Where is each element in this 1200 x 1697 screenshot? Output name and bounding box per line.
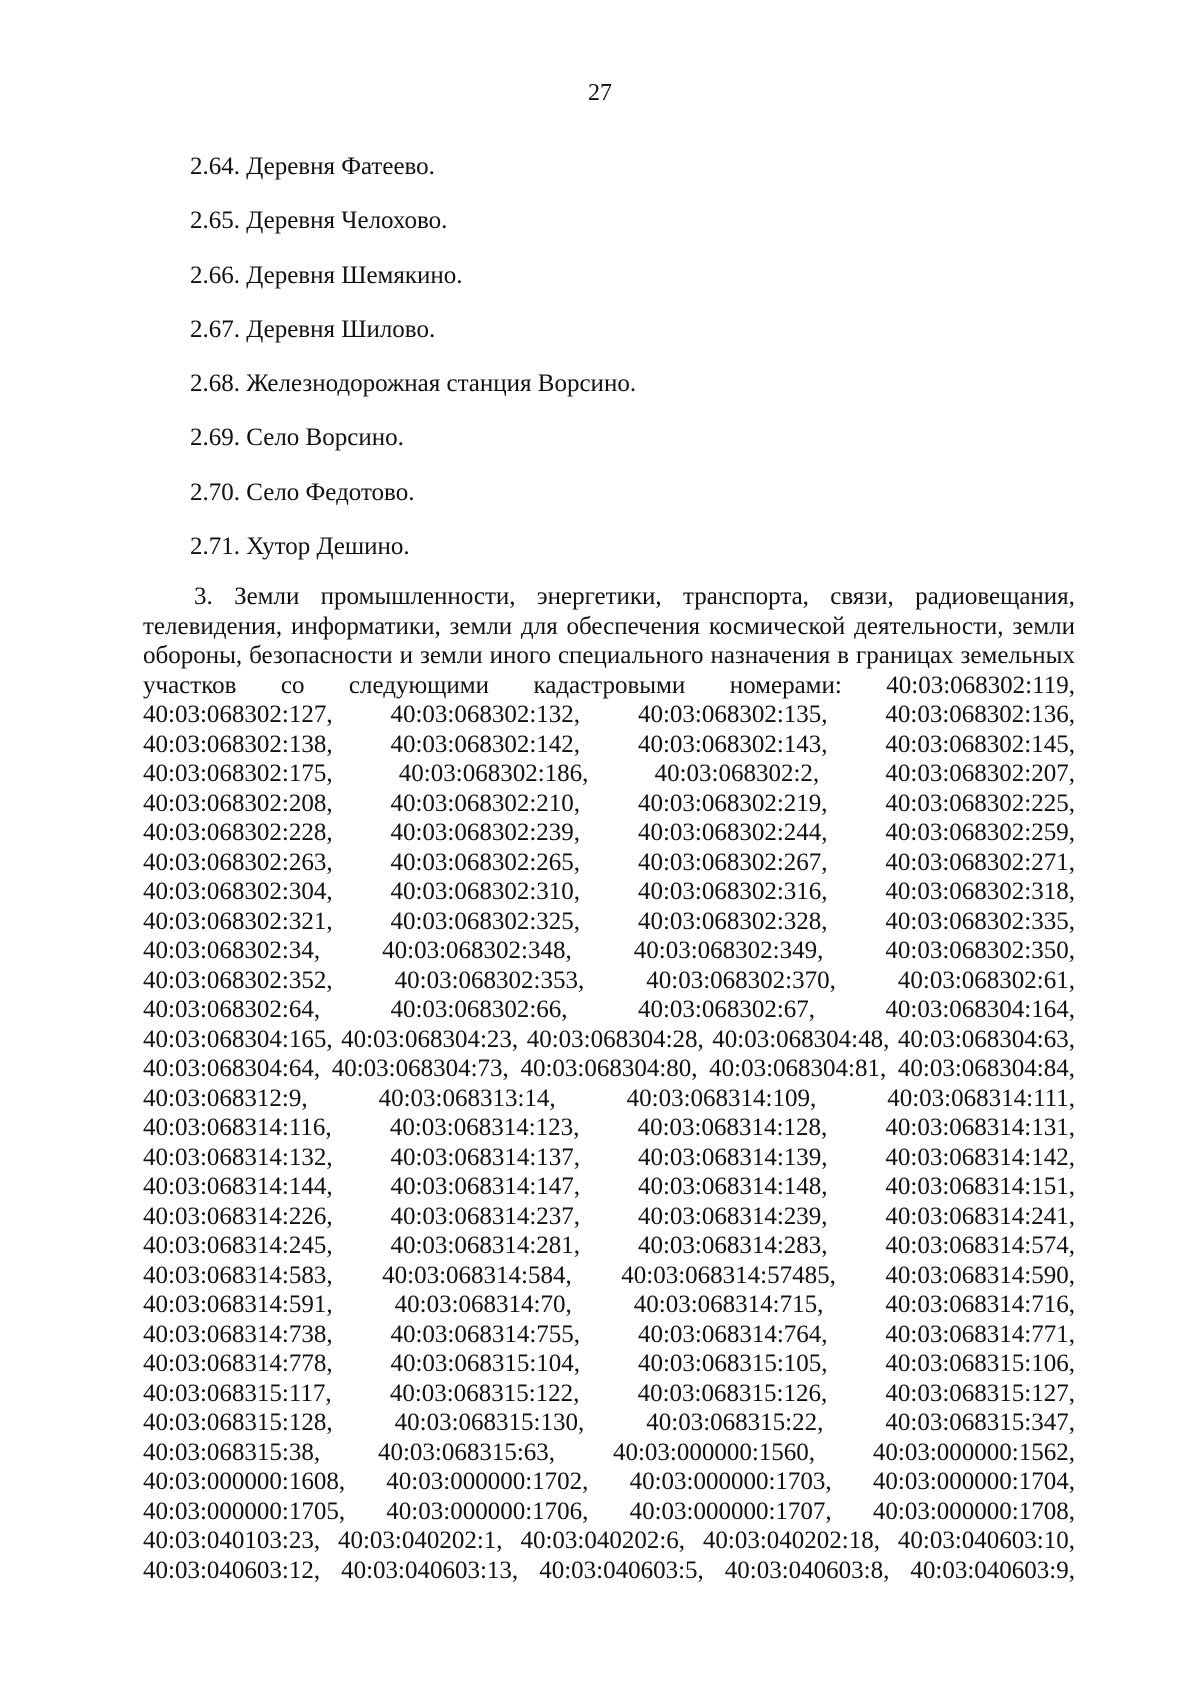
cadastral-row bbox=[143, 1497, 1075, 1527]
cadastral-number: 40:03:068302:328, bbox=[637, 907, 828, 935]
cadastral-number: 40:03:068302:145, bbox=[885, 730, 1075, 758]
cadastral-number: 40:03:068302:132, bbox=[390, 701, 581, 728]
cadastral-number: 40:03:068302:259, bbox=[885, 819, 1075, 846]
cadastral-number: 40:03:040603:12, bbox=[143, 1556, 321, 1584]
cadastral-number: 40:03:000000:1560, bbox=[612, 1438, 816, 1466]
cadastral-number: 40:03:068314:139, bbox=[637, 1143, 828, 1171]
cadastral-number: 40:03:068314:583, bbox=[143, 1261, 333, 1289]
intro-line bbox=[143, 582, 1075, 612]
cadastral-number: 40:03:068314:131, bbox=[885, 1114, 1075, 1141]
cadastral-number: 40:03:068314:590, bbox=[885, 1261, 1075, 1289]
cadastral-number: 40:03:068302:321, bbox=[143, 907, 333, 935]
word: назначения bbox=[710, 642, 831, 669]
cadastral-number: 40:03:068302:175, bbox=[143, 760, 333, 787]
cadastral-number: 40:03:068302:325, bbox=[390, 907, 581, 935]
intro-line bbox=[143, 641, 1075, 671]
cadastral-row bbox=[143, 1556, 1075, 1586]
cadastral-number: 40:03:000000:1562, bbox=[872, 1438, 1075, 1466]
cadastral-number: 40:03:000000:1702, bbox=[386, 1468, 589, 1495]
cadastral-number: 40:03:068302:239, bbox=[390, 819, 581, 846]
page-number: 27 bbox=[588, 80, 612, 106]
cadastral-number: 40:03:068302:228, bbox=[143, 819, 333, 846]
word: деятельности, bbox=[854, 612, 1004, 640]
cadastral-number: 40:03:068302:61, bbox=[897, 966, 1075, 994]
cadastral-number: 40:03:068302:66, bbox=[390, 996, 568, 1023]
cadastral-number: 40:03:068314:226, bbox=[143, 1202, 333, 1230]
cadastral-number: 40:03:068302:207, bbox=[885, 760, 1075, 787]
cadastral-number: 40:03:068312:9, bbox=[143, 1084, 308, 1112]
cadastral-number: 40:03:068302:271, bbox=[885, 848, 1075, 876]
cadastral-number: 40:03:068304:165, bbox=[143, 1025, 333, 1053]
cadastral-row bbox=[143, 1054, 1075, 1084]
cadastral-number: 40:03:068315:105, bbox=[637, 1350, 828, 1377]
cadastral-number: 40:03:000000:1703, bbox=[629, 1468, 832, 1495]
cadastral-row bbox=[143, 759, 1075, 789]
cadastral-number: 40:03:068315:130, bbox=[394, 1409, 585, 1436]
cadastral-row bbox=[143, 1320, 1075, 1350]
cadastral-number: 40:03:040603:9, bbox=[910, 1556, 1075, 1584]
cadastral-number: 40:03:068302:127, bbox=[143, 701, 333, 728]
cadastral-number: 40:03:068302:64, bbox=[143, 996, 321, 1023]
cadastral-number: 40:03:068315:63, bbox=[377, 1438, 556, 1466]
cadastral-number: 40:03:068314:148, bbox=[637, 1173, 828, 1200]
list-item: 2.68. Железнодорожная станция Ворсино. bbox=[190, 370, 637, 398]
cadastral-row bbox=[143, 1084, 1075, 1114]
list-item: 2.64. Деревня Фатеево. bbox=[190, 153, 435, 180]
intro-line bbox=[143, 612, 1075, 642]
cadastral-number: 40:03:000000:1608, bbox=[143, 1468, 346, 1495]
cadastral-row bbox=[143, 671, 1075, 701]
cadastral-number: 40:03:068315:126, bbox=[637, 1379, 828, 1407]
cadastral-number: 40:03:068302:142, bbox=[390, 730, 581, 758]
cadastral-row bbox=[143, 1379, 1075, 1409]
cadastral-number: 40:03:068315:128, bbox=[143, 1409, 333, 1436]
cadastral-number: 40:03:068302:267, bbox=[637, 848, 828, 876]
cadastral-number: 40:03:068302:263, bbox=[143, 848, 333, 876]
cadastral-number: 40:03:068302:318, bbox=[885, 878, 1075, 905]
word: космической bbox=[708, 612, 846, 640]
cadastral-number: 40:03:068304:84, bbox=[897, 1055, 1075, 1082]
cadastral-number: 40:03:000000:1705, bbox=[143, 1497, 346, 1525]
cadastral-row bbox=[143, 1438, 1075, 1468]
cadastral-number: 40:03:040202:1, bbox=[337, 1527, 503, 1554]
cadastral-row bbox=[143, 1261, 1075, 1291]
cadastral-row bbox=[143, 1526, 1075, 1556]
cadastral-number: 40:03:068314:151, bbox=[885, 1173, 1075, 1200]
cadastral-row bbox=[143, 907, 1075, 937]
cadastral-number: 40:03:068314:239, bbox=[637, 1202, 828, 1230]
section-3 bbox=[143, 582, 1075, 1585]
cadastral-number: 40:03:068302:244, bbox=[637, 819, 828, 846]
cadastral-number: 40:03:068313:14, bbox=[378, 1084, 556, 1112]
cadastral-number: 40:03:040603:13, bbox=[341, 1556, 519, 1584]
cadastral-number: 40:03:068304:80, bbox=[520, 1055, 698, 1082]
cadastral-number: 40:03:068304:73, bbox=[331, 1055, 509, 1082]
cadastral-row bbox=[143, 700, 1075, 730]
word: транспорта, bbox=[682, 583, 809, 610]
word: телевидения, bbox=[143, 612, 283, 640]
cadastral-row bbox=[143, 1143, 1075, 1173]
cadastral-number: 40:03:068314:123, bbox=[389, 1114, 580, 1141]
cadastral-number: 40:03:068314:144, bbox=[143, 1173, 333, 1200]
cadastral-number: 40:03:068304:48, bbox=[712, 1025, 890, 1053]
cadastral-number: 40:03:068314:764, bbox=[637, 1320, 828, 1348]
cadastral-number: 40:03:068315:38, bbox=[143, 1438, 321, 1466]
cadastral-row bbox=[143, 1290, 1075, 1320]
cadastral-number: 40:03:068314:241, bbox=[885, 1202, 1075, 1230]
cadastral-number: 40:03:040103:23, bbox=[143, 1527, 321, 1554]
cadastral-number: 40:03:068315:104, bbox=[390, 1350, 581, 1377]
word: обороны, bbox=[143, 642, 243, 669]
cadastral-row bbox=[143, 936, 1075, 966]
cadastral-number: 40:03:068302:370, bbox=[646, 966, 836, 994]
cadastral-number: 40:03:068314:111, bbox=[887, 1084, 1075, 1112]
word: и bbox=[399, 642, 413, 669]
cadastral-number: 40:03:068314:584, bbox=[382, 1261, 572, 1289]
cadastral-row bbox=[143, 1172, 1075, 1202]
cadastral-number: 40:03:000000:1706, bbox=[386, 1497, 589, 1525]
list-item: 2.69. Село Ворсино. bbox=[190, 424, 404, 452]
word: энергетики, bbox=[536, 583, 662, 610]
cadastral-row bbox=[143, 1202, 1075, 1232]
cadastral-number: 40:03:068314:716, bbox=[885, 1291, 1075, 1318]
cadastral-row bbox=[143, 995, 1075, 1025]
cadastral-number: 40:03:068302:348, bbox=[382, 937, 572, 964]
word: земельных bbox=[960, 642, 1075, 669]
cadastral-number: 40:03:068315:127, bbox=[885, 1379, 1075, 1407]
cadastral-row bbox=[143, 1025, 1075, 1055]
cadastral-number: 40:03:068314:142, bbox=[885, 1143, 1075, 1171]
cadastral-number: 40:03:068314:738, bbox=[143, 1320, 333, 1348]
cadastral-number: 40:03:068302:310, bbox=[390, 878, 581, 905]
cadastral-row bbox=[143, 818, 1075, 848]
cadastral-number: 40:03:068302:210, bbox=[390, 789, 581, 817]
cadastral-number: 40:03:068314:755, bbox=[390, 1320, 581, 1348]
cadastral-number: 40:03:040603:5, bbox=[539, 1556, 704, 1584]
cadastral-row bbox=[143, 1467, 1075, 1497]
cadastral-number: 40:03:068302:34, bbox=[143, 937, 321, 964]
cadastral-number: 40:03:040603:8, bbox=[724, 1556, 890, 1584]
cadastral-number: со bbox=[280, 671, 305, 699]
cadastral-number: 40:03:068304:164, bbox=[885, 996, 1075, 1023]
cadastral-number: номерами: bbox=[729, 671, 842, 699]
word: безопасности bbox=[249, 642, 393, 669]
cadastral-number: 40:03:068302:350, bbox=[885, 937, 1075, 964]
cadastral-number: 40:03:068314:778, bbox=[143, 1350, 333, 1377]
word: 3. bbox=[194, 583, 213, 610]
cadastral-number: 40:03:068314:137, bbox=[390, 1143, 581, 1171]
cadastral-number: 40:03:068302:136, bbox=[885, 701, 1075, 728]
cadastral-number: 40:03:068314:574, bbox=[885, 1232, 1075, 1259]
settlement-list bbox=[190, 152, 636, 586]
list-item: 2.65. Деревня Челохово. bbox=[190, 207, 448, 235]
cadastral-number: 40:03:068302:352, bbox=[143, 966, 333, 994]
cadastral-number: 40:03:068302:349, bbox=[633, 937, 824, 964]
cadastral-number: 40:03:068302:119, bbox=[886, 671, 1075, 699]
cadastral-row bbox=[143, 1113, 1075, 1143]
word: земли bbox=[449, 612, 513, 640]
cadastral-number: 40:03:068302:219, bbox=[637, 789, 828, 817]
cadastral-number: 40:03:068314:147, bbox=[390, 1173, 581, 1200]
cadastral-number: 40:03:068302:135, bbox=[637, 701, 828, 728]
cadastral-number: 40:03:068314:771, bbox=[885, 1320, 1075, 1348]
word: иного bbox=[489, 642, 551, 669]
cadastral-number: 40:03:068314:128, bbox=[637, 1114, 828, 1141]
cadastral-number: 40:03:068302:265, bbox=[390, 848, 581, 876]
cadastral-number: 40:03:068314:245, bbox=[143, 1232, 333, 1259]
word: специального bbox=[557, 642, 704, 669]
cadastral-number: 40:03:068315:122, bbox=[389, 1379, 580, 1407]
cadastral-number: 40:03:068302:138, bbox=[143, 730, 333, 758]
cadastral-row bbox=[143, 789, 1075, 819]
cadastral-row bbox=[143, 966, 1075, 996]
cadastral-number: 40:03:068315:106, bbox=[885, 1350, 1075, 1377]
cadastral-number: 40:03:068304:81, bbox=[709, 1055, 887, 1082]
cadastral-row bbox=[143, 848, 1075, 878]
word: земли bbox=[1012, 612, 1075, 640]
cadastral-number: 40:03:068304:28, bbox=[526, 1025, 704, 1053]
cadastral-number: 40:03:068314:237, bbox=[390, 1202, 581, 1230]
cadastral-number: 40:03:068302:225, bbox=[885, 789, 1075, 817]
cadastral-number: кадастровыми bbox=[533, 671, 686, 699]
cadastral-number: 40:03:000000:1708, bbox=[872, 1497, 1075, 1525]
list-item: 2.71. Хутор Дешино. bbox=[190, 533, 410, 561]
cadastral-number: 40:03:068314:281, bbox=[390, 1232, 581, 1259]
cadastral-number: 40:03:068302:208, bbox=[143, 789, 333, 817]
cadastral-row bbox=[143, 1231, 1075, 1261]
cadastral-number: 40:03:000000:1707, bbox=[629, 1497, 832, 1525]
word: земли bbox=[419, 642, 483, 669]
cadastral-row bbox=[143, 1408, 1075, 1438]
list-item: 2.67. Деревня Шилово. bbox=[190, 315, 436, 343]
cadastral-number: 40:03:068314:715, bbox=[633, 1291, 824, 1318]
cadastral-number: 40:03:068314:132, bbox=[143, 1143, 333, 1171]
cadastral-row bbox=[143, 877, 1075, 907]
word: информатики, bbox=[290, 612, 441, 640]
cadastral-number: 40:03:000000:1704, bbox=[872, 1468, 1075, 1495]
word: связи, bbox=[830, 583, 894, 610]
word: обеспечения bbox=[566, 612, 701, 640]
cadastral-number: 40:03:068314:109, bbox=[626, 1084, 817, 1112]
cadastral-number: 40:03:068304:63, bbox=[897, 1025, 1075, 1053]
list-item: 2.66. Деревня Шемякино. bbox=[190, 261, 463, 289]
word: радиовещания, bbox=[915, 583, 1075, 610]
cadastral-number: 40:03:068302:304, bbox=[143, 878, 333, 905]
cadastral-number: 40:03:068314:57485, bbox=[621, 1261, 836, 1289]
cadastral-number: 40:03:040202:6, bbox=[520, 1527, 686, 1554]
word: Земли bbox=[234, 583, 300, 610]
cadastral-number: 40:03:068302:316, bbox=[637, 878, 828, 905]
cadastral-number: 40:03:068315:22, bbox=[646, 1409, 824, 1436]
cadastral-number: 40:03:068302:143, bbox=[637, 730, 828, 758]
cadastral-number: 40:03:068314:70, bbox=[394, 1291, 572, 1318]
cadastral-number: 40:03:068302:2, bbox=[654, 760, 820, 787]
cadastral-number: 40:03:068314:591, bbox=[143, 1291, 333, 1318]
word: в bbox=[837, 642, 849, 669]
word: промышленности, bbox=[320, 583, 516, 610]
cadastral-number: 40:03:068314:283, bbox=[637, 1232, 828, 1259]
cadastral-number: 40:03:068302:335, bbox=[885, 907, 1075, 935]
cadastral-number: 40:03:068302:353, bbox=[394, 966, 585, 994]
list-item: 2.70. Село Федотово. bbox=[190, 478, 415, 506]
cadastral-number: 40:03:040603:10, bbox=[897, 1527, 1075, 1554]
cadastral-number: 40:03:068315:117, bbox=[143, 1379, 332, 1407]
cadastral-number: 40:03:068302:67, bbox=[637, 996, 816, 1023]
cadastral-number: 40:03:068302:186, bbox=[398, 760, 589, 787]
word: для bbox=[521, 612, 558, 640]
cadastral-number: 40:03:068314:116, bbox=[143, 1114, 332, 1141]
cadastral-number: 40:03:068304:23, bbox=[341, 1025, 519, 1053]
cadastral-number: 40:03:040202:18, bbox=[702, 1527, 880, 1554]
cadastral-number: следующими bbox=[348, 671, 489, 699]
cadastral-row bbox=[143, 730, 1075, 760]
word: границах bbox=[855, 642, 954, 669]
cadastral-number: 40:03:068304:64, bbox=[143, 1055, 321, 1082]
cadastral-number: участков bbox=[143, 671, 237, 699]
cadastral-row bbox=[143, 1349, 1075, 1379]
cadastral-number: 40:03:068315:347, bbox=[885, 1409, 1075, 1436]
